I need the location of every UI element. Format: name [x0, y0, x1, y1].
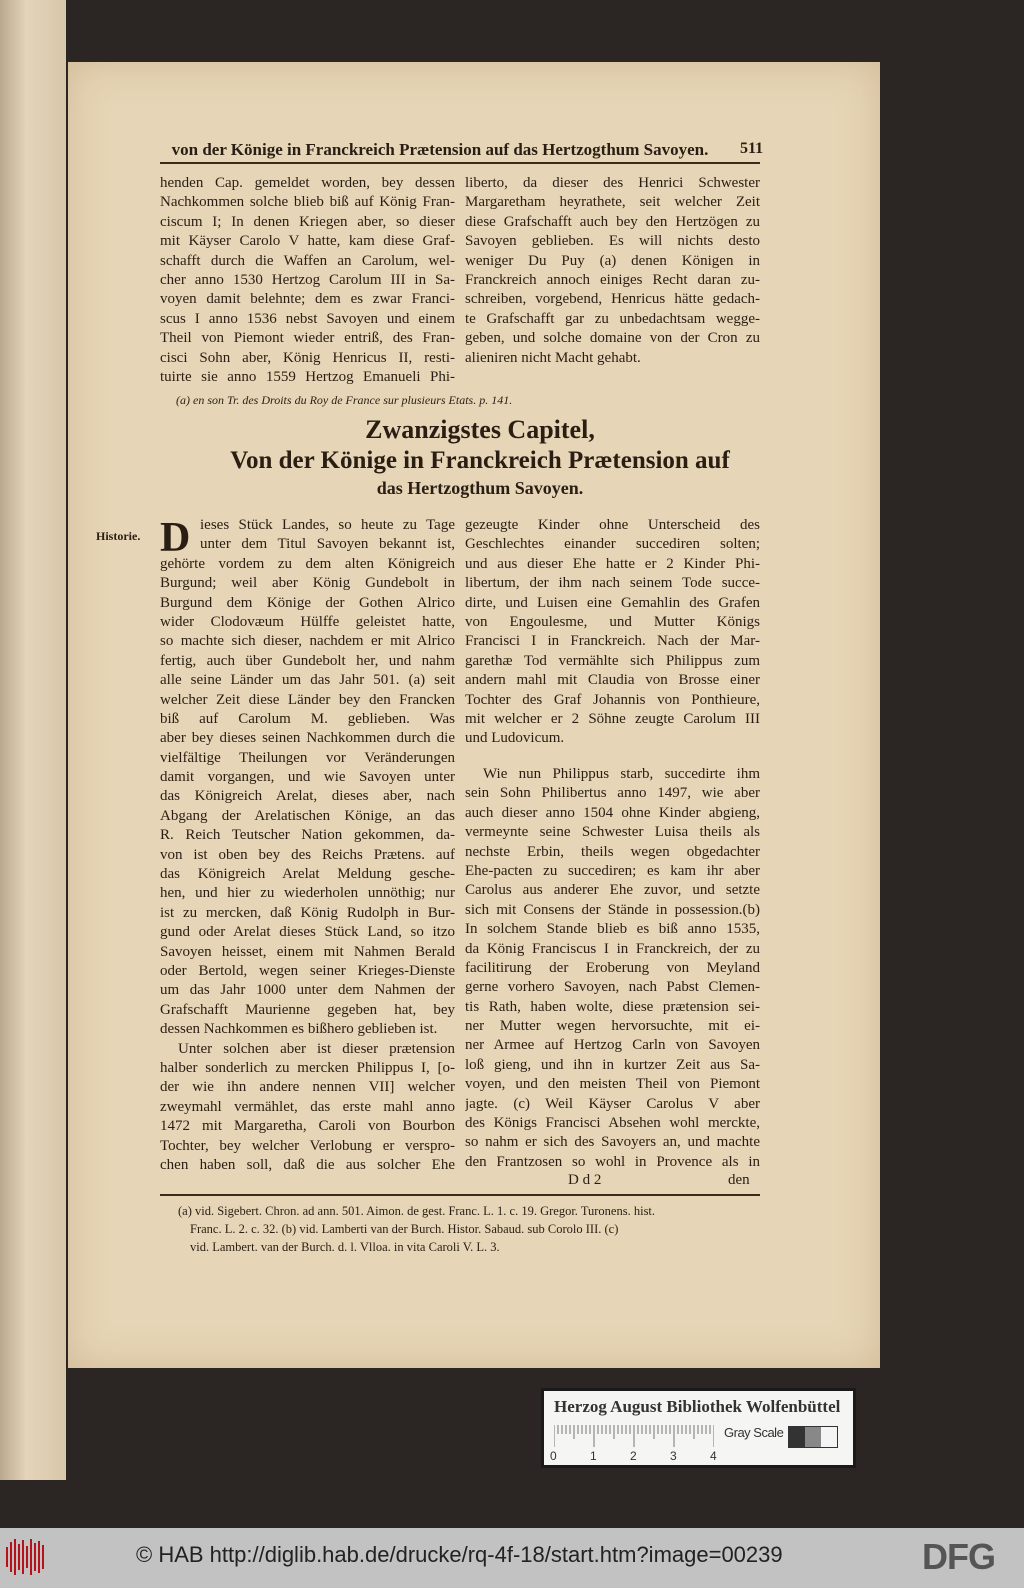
text-line: das Königreich Arelat, dieses aber, nach [160, 788, 455, 805]
text-line: andern mahl mit Claudia von Brosse einer [465, 672, 760, 689]
text-line: diese Grafschafft auch bey den Hertzögen zu [465, 213, 760, 230]
chapter-title-line-2: Von der Könige in Franckreich Prætension auf [230, 447, 730, 474]
footnote-line-2: Franc. L. 2. c. 32. (b) vid. Lamberti van der Burch. Histor. Sabaud. sub Corolo III. (c) [190, 1222, 619, 1236]
text-line: des Königs Francisci Absehen wohl merckte, [465, 1115, 760, 1132]
text-line: Ehe-pacten zu succediren; es kam ihr aber [465, 862, 760, 879]
body-column-left [160, 516, 455, 1175]
text-line: da König Franciscus I in Franckreich, der zu [465, 940, 760, 957]
text-line: Tochter, bey welcher Verlobung er verspro- [160, 1137, 455, 1154]
text-line: Burgund; weil aber König Gundebolt in [160, 575, 455, 592]
text-line: sein Sohn Philibertus anno 1497, wie aber [465, 785, 760, 802]
footer-bar [0, 1528, 1024, 1588]
ruler-number: 4 [710, 1449, 717, 1463]
chapter-title-line-1: Zwanzigstes Capitel, [365, 415, 595, 444]
text-line: Margaretham heyrathete, seit welcher Zeit [465, 194, 760, 211]
top-column-left [160, 174, 455, 387]
text-line: Savoyen geblieben. Es will nichts desto [465, 233, 760, 250]
page-number: 511 [740, 140, 764, 157]
text-line: R. Reich Teutscher Nation gekommen, da- [160, 827, 455, 844]
text-line: tuirte sie anno 1559 Hertzog Emanueli Phi- [160, 368, 455, 385]
text-line: Franckreich annoch einiges Recht daran zu- [465, 271, 760, 288]
text-line: Francisci I in Franckreich. Nach der Mar- [465, 633, 760, 650]
text-line: dessen Nachkommen es bißhero geblieben ist. [160, 1021, 438, 1038]
text-line: das Königreich Arelat Meldung gesche- [160, 866, 455, 883]
header-rule [160, 162, 760, 164]
text-line: te Grafschafft gar zu unbedachtsam wegge- [465, 310, 760, 327]
text-line: sich mit Consens der Stände in possession.(b) [465, 901, 760, 918]
catchword: den [728, 1172, 750, 1188]
signature-mark: D d 2 [568, 1172, 602, 1188]
text-line: von Engoulesme, und Mutter Königs [465, 613, 760, 630]
text-line: ciscum I; In denen Kriegen aber, so dieser [160, 213, 455, 230]
text-line: so nahm er sich des Savoyers an, und machte [465, 1134, 760, 1151]
text-line: so machte sich dieser, nachdem er mit Alrico [160, 633, 455, 650]
text-line: facilitirung der Eroberung von Meyland [465, 959, 760, 976]
text-line: oder Bertold, wegen seiner Krieges-Dienste [160, 962, 455, 979]
text-line: gerne vorhero Savoyen, nach Pabst Clemen- [465, 979, 760, 996]
top-footnote: (a) en son Tr. des Droits du Roy de France sur plusieurs Etats. p. 141. [176, 393, 513, 407]
body-column-right-paragraph-2 [465, 765, 760, 1172]
text-line: wider Clodovæum Hülffe geleistet hatte, [160, 613, 455, 630]
text-line: scus I anno 1536 nebst Savoyen und einem [160, 310, 455, 327]
text-line: gund oder Arelat dieses Stück Land, so itzo [160, 924, 455, 941]
ruler-number: 3 [670, 1449, 677, 1463]
text-line: den Frantzosen so wohl in Provence als in [465, 1153, 760, 1170]
chapter-title-line-3: das Hertzogthum Savoyen. [376, 478, 584, 498]
gray-scale-label: Gray Scale [724, 1425, 784, 1440]
text-line: henden Cap. gemeldet worden, bey dessen [160, 175, 455, 191]
text-line: der wie ihn andere nennen VII] welcher [160, 1079, 455, 1096]
text-line: Savoyen heisset, einem mit Nahmen Berald [160, 943, 455, 960]
text-line: ner Armee auf Hertzog Carln von Savoyen [465, 1037, 760, 1054]
footnote-line-3: vid. Lambert. van der Burch. d. l. Vlloa. in vita Caroli V. L. 3. [190, 1240, 500, 1254]
text-line: garethæ Tod vermählte sich Philippus zum [465, 652, 760, 669]
text-line: welcher Zeit diese Länder bey den Francken [160, 691, 455, 708]
text-line: hen, und hier zu wiederholen unnöthig; nur [160, 885, 455, 902]
text-line: ner Mutter wegen hervorsuchte, mit ei- [465, 1018, 760, 1035]
text-line: liberto, da dieser des Henrici Schwester [465, 175, 760, 191]
text-line: mit welcher er 2 Söhne zeugte Carolum III [465, 710, 760, 727]
text-line: 1472 mit Margaretha, Caroli von Bourbon [160, 1118, 455, 1135]
text-line: Burgund dem Könige der Gothen Alrico [160, 594, 455, 611]
body-column-right-paragraph-1 [465, 516, 760, 749]
hab-logo-icon [6, 1538, 46, 1576]
text-line: um das Jahr 1000 unter dem Nahmen der [160, 982, 455, 999]
text-line: chen haben soll, daß die aus solcher Ehe [160, 1156, 455, 1173]
text-line: alieniren nicht Macht gehabt. [465, 349, 641, 366]
text-line: voyen, und den meisten Theil von Piemont [465, 1076, 760, 1093]
text-line: biß auf Carolum M. geblieben. Was [160, 710, 455, 727]
text-line: Carolus aus anderer Ehe zuvor, und setzte [465, 882, 760, 899]
text-line: gezeugte Kinder ohne Unterscheid des [465, 517, 760, 533]
text-line: Grafschafft Maurienne gegeben hat, bey [160, 1001, 455, 1018]
text-line: vermeynte seine Schwester Luisa theils als [465, 824, 760, 841]
text-line: gehörte vordem zu dem alten Königreich [160, 555, 455, 572]
top-column-right [465, 174, 760, 368]
text-line: tis Rath, haben wolte, diese prætension sei- [465, 998, 760, 1015]
text-line: mit Käyser Carolo V hatte, kam diese Graf- [160, 233, 455, 250]
text-line: Tochter des Graf Johannis von Ponthieure, [465, 691, 760, 708]
text-line: zweymahl vermählet, das erste mahl anno [160, 1098, 455, 1115]
text-line: halber sonderlich zu mercken Philippus I, [o- [160, 1059, 455, 1076]
color-calibration-card [541, 1388, 856, 1468]
text-line: unter dem Titul Savoyen bekannt ist, [200, 536, 455, 553]
book-page [68, 62, 880, 1368]
text-line: libertum, der ihm nach seinem Tode succe- [465, 575, 760, 592]
text-line: cisci Sohn aber, König Henricus II, resti- [160, 349, 455, 366]
text-line: Abgang der Arelatischen Könige, an das [160, 807, 455, 824]
ruler-number: 0 [550, 1449, 557, 1463]
text-line: und aus dieser Ehe hatte er 2 Kinder Phi- [465, 555, 760, 572]
gray-scale-swatch [788, 1426, 838, 1448]
text-line: Wie nun Philippus starb, succedirte ihm [483, 766, 760, 782]
text-line: vielfältige Theilungen vor Veränderungen [160, 749, 455, 766]
permalink-text[interactable]: © HAB http://diglib.hab.de/drucke/rq-4f-18/start.htm?image=00239 [136, 1542, 783, 1567]
footnote-rule [160, 1194, 760, 1196]
text-line: aber bey dieses seinen Nachkommen durch die [160, 730, 455, 747]
text-line: cher anno 1530 Hertzog Carolum III in Sa- [160, 271, 455, 288]
text-line: geben, und solche domaine von der Cron zu [465, 330, 760, 347]
running-head: von der Könige in Franckreich Prætension auf das Hertzogthum Savoyen. [171, 140, 709, 159]
text-line: ist zu mercken, daß König Rudolph in Bur- [160, 904, 455, 921]
margin-note: Historie. [96, 529, 141, 543]
text-line: auch dieser anno 1504 ohne Kinder abgieng, [465, 804, 760, 821]
library-name: Herzog August Bibliothek Wolfenbüttel [554, 1397, 841, 1416]
text-line: von ist oben bey des Reichs Prætens. auf [160, 846, 455, 863]
text-line: damit vorgangen, und wie Savoyen unter [160, 769, 455, 786]
text-line: loß gieng, und ihn in kurtzer Zeit aus Sa- [465, 1056, 760, 1073]
facing-page-edge [0, 0, 66, 1480]
text-line: schafft durch die Waffen an Carolum, wel- [160, 252, 455, 269]
text-line: weniger Du Puy (a) denen Königen in [465, 252, 760, 269]
ruler-number: 2 [630, 1449, 637, 1463]
text-line: schreiben, vorgebend, Henricus hätte gedach- [465, 291, 760, 308]
text-line: nechste Erbin, theils wegen obgedachter [465, 843, 760, 860]
footnote-line-1: (a) vid. Sigebert. Chron. ad ann. 501. Aimon. de gest. Franc. L. 1. c. 19. Gregor. Turonens. hist. [178, 1204, 656, 1218]
drop-cap: D [160, 515, 191, 561]
ruler-number: 1 [590, 1449, 597, 1463]
dfg-logo: DFG [922, 1536, 995, 1577]
text-line: In solchem Stande blieb es biß anno 1535, [465, 921, 760, 938]
text-line: voyen damit belehnte; dem es zwar Franci- [160, 291, 455, 308]
text-line: dirte, und Luisen eine Gemahlin des Grafen [465, 594, 760, 611]
text-line: ieses Stück Landes, so heute zu Tage [200, 517, 455, 533]
ruler-scale [554, 1425, 714, 1447]
text-line: Geschlechtes einander succediren solten; [465, 536, 760, 553]
text-line: Unter solchen aber ist dieser prætension [178, 1040, 455, 1057]
text-line: jagte. (c) Weil Käyser Carolus V aber [465, 1095, 760, 1112]
text-line: alle seine Länder um das Jahr 501. (a) seit [160, 672, 455, 689]
text-line: Nachkommen solche blieb biß auf König Fran- [160, 194, 455, 211]
text-line: Theil von Piemont wieder entriß, des Fran- [160, 330, 455, 347]
text-line: und Ludovicum. [465, 730, 565, 747]
text-line: fertig, auch über Gundebolt her, und nahm [160, 652, 455, 669]
